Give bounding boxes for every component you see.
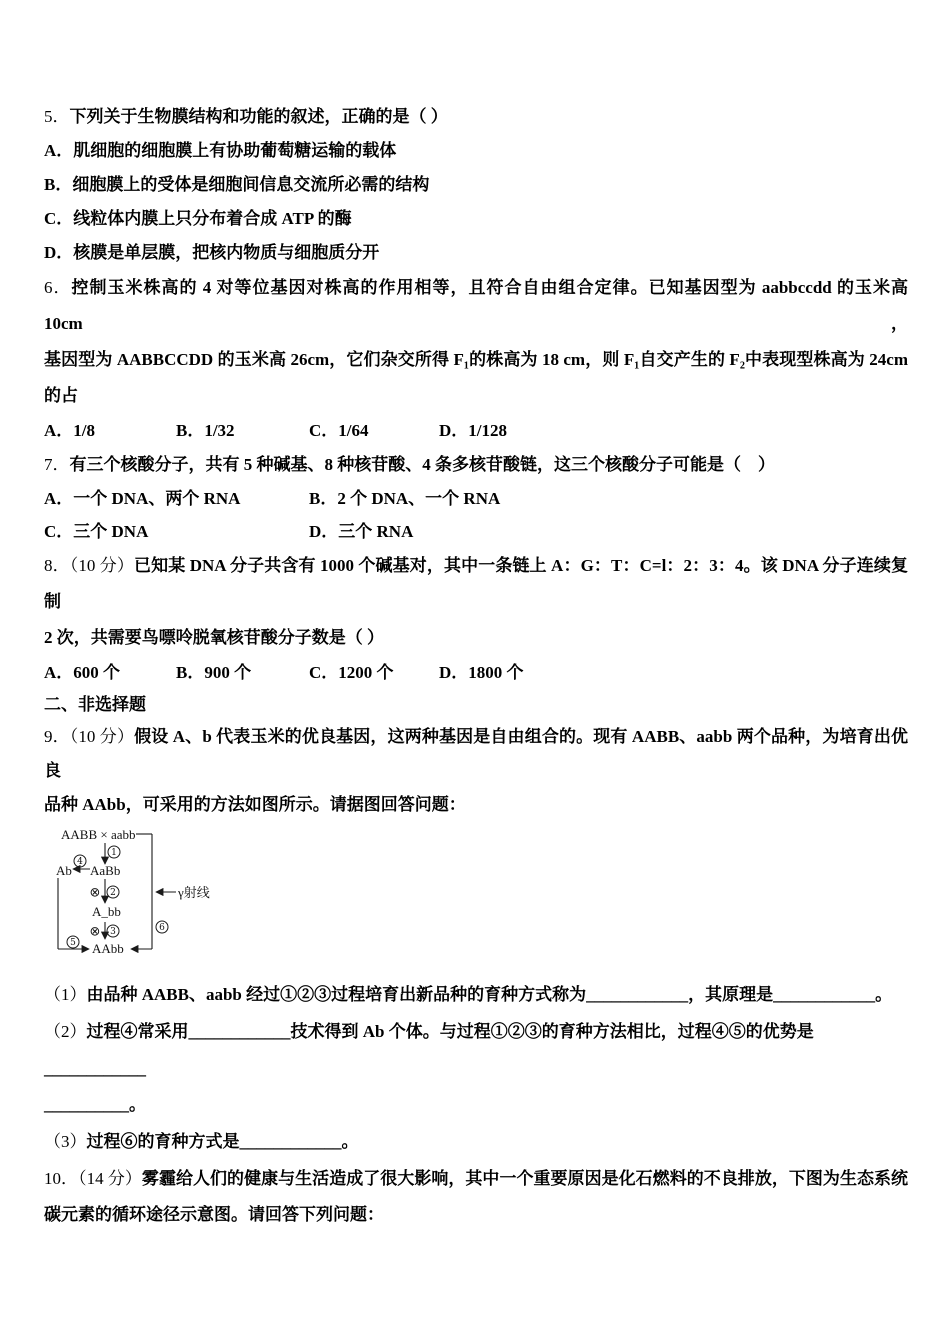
target-aabb-label: AAbb bbox=[92, 941, 124, 956]
q8-line-1-text: 已知某 DNA 分子共含有 1000 个碱基对，其中一条链上 A：G：T：C=l：2：3：4。该 DNA 分子连续复制 bbox=[44, 556, 909, 611]
q9-line-1-text: 假设 A、b 代表玉米的优良基因，这两种基因是自由组合的。现有 AABB、aabb 两个品种，为培育出优良 bbox=[44, 727, 908, 780]
q7-options-row-2 bbox=[44, 515, 908, 548]
question-5 bbox=[44, 100, 908, 270]
q9-sub-2-number: （2） bbox=[44, 1022, 87, 1041]
step-2-badge bbox=[107, 886, 119, 898]
q8-option-c: C．1200 个 bbox=[309, 663, 394, 682]
parent-cross-label: AABB × aabb bbox=[61, 827, 136, 842]
gamma-ray-label: γ射线 bbox=[178, 885, 210, 900]
svg-text:2: 2 bbox=[110, 888, 116, 899]
question-6 bbox=[44, 270, 908, 448]
step-1-badge bbox=[108, 846, 120, 858]
q5-stem-text: 下列关于生物膜结构和功能的叙述，正确的是（ ） bbox=[69, 107, 448, 126]
step-5-badge bbox=[67, 936, 79, 948]
q7-option-d: D．三个 RNA bbox=[309, 522, 414, 541]
q8-line-2: 2 次，共需要鸟嘌呤脱氧核苷酸分子数是（ ） bbox=[44, 628, 384, 647]
selfing-icon-step3: ⊗ bbox=[89, 924, 101, 940]
q9-line-1 bbox=[44, 720, 908, 788]
q7-stem-text: 有三个核酸分子，共有 5 种碱基、8 种核苷酸、4 条多核苷酸链，这三个核酸分子可能是（ ） bbox=[69, 455, 775, 474]
q8-number: 8． bbox=[44, 556, 70, 575]
breeding-diagram-svg bbox=[55, 822, 235, 960]
q6-option-b: B．1/32 bbox=[176, 421, 235, 440]
q5-option-b: B．细胞膜上的受体是细胞间信息交流所必需的结构 bbox=[44, 175, 430, 194]
q9-sub-1 bbox=[44, 976, 908, 1013]
q6-number: 6． bbox=[44, 278, 72, 297]
svg-text:1: 1 bbox=[111, 848, 117, 859]
q6-line-3: 的占 bbox=[44, 386, 78, 405]
svg-text:3: 3 bbox=[110, 927, 116, 938]
step-4-badge bbox=[74, 855, 86, 867]
a-bb-label: A_bb bbox=[92, 904, 121, 919]
q6-option-a: A．1/8 bbox=[44, 421, 95, 440]
step-3-badge bbox=[107, 925, 119, 937]
question-10 bbox=[44, 1160, 908, 1232]
gamete-ab-label: Ab bbox=[56, 863, 72, 878]
q8-options-row bbox=[44, 656, 908, 690]
q5-option-c: C．线粒体内膜上只分布着合成 ATP 的酶 bbox=[44, 209, 352, 228]
step-6-badge bbox=[156, 921, 168, 933]
q7-options-row-1 bbox=[44, 482, 908, 515]
q9-sub-2 bbox=[44, 1013, 908, 1087]
q6-options-row bbox=[44, 414, 908, 448]
svg-text:5: 5 bbox=[70, 938, 76, 949]
section-2-header: 二、非选择题 bbox=[44, 695, 146, 714]
q10-line-1-text: 雾霾给人们的健康与生活造成了很大影响，其中一个重要原因是化石燃料的不良排放，下图为生态系统 bbox=[141, 1169, 909, 1188]
q7-option-b: B．2 个 DNA、一个 RNA bbox=[309, 489, 501, 508]
question-8 bbox=[44, 548, 908, 690]
breeding-diagram bbox=[55, 822, 908, 960]
q9-score: （10 分） bbox=[69, 727, 135, 746]
q5-stem bbox=[44, 100, 908, 134]
q5-option-a: A．肌细胞的细胞膜上有协助葡萄糖运输的载体 bbox=[44, 141, 397, 160]
q9-sub-3-number: （3） bbox=[44, 1132, 87, 1151]
svg-text:4: 4 bbox=[77, 857, 83, 868]
q8-option-a: A．600 个 bbox=[44, 663, 121, 682]
question-7 bbox=[44, 448, 908, 548]
selfing-icon-step2: ⊗ bbox=[89, 885, 101, 901]
q7-number: 7． bbox=[44, 455, 70, 474]
q9-number: 9． bbox=[44, 727, 70, 746]
q7-stem bbox=[44, 448, 908, 482]
q9-sub-3 bbox=[44, 1123, 908, 1160]
q6-line-1 bbox=[44, 270, 908, 342]
q6-option-c: C．1/64 bbox=[309, 421, 369, 440]
q6-option-d: D．1/128 bbox=[439, 421, 507, 440]
q9-sub-2-text: 过程④常采用____________技术得到 Ab 个体。与过程①②③的育种方法相比，过程④⑤的优势是____________ bbox=[44, 1022, 814, 1078]
q9-line-2: 品种 AAbb，可采用的方法如图所示。请据图回答问题： bbox=[44, 795, 466, 814]
q10-line-2: 碳元素的循环途径示意图。请回答下列问题： bbox=[44, 1205, 384, 1224]
q10-number: 10． bbox=[44, 1169, 79, 1188]
q8-option-b: B．900 个 bbox=[176, 663, 252, 682]
svg-text:6: 6 bbox=[159, 923, 165, 934]
q6-line-1-text: 控制玉米株高的 4 对等位基因对株高的作用相等，且符合自由组合定律。已知基因型为 aabbccdd 的玉米高 10cm， bbox=[44, 278, 908, 333]
f1-label: AaBb bbox=[90, 863, 121, 878]
q8-score: （10 分） bbox=[69, 556, 134, 575]
q10-score: （14 分） bbox=[78, 1169, 142, 1188]
q10-line-1 bbox=[44, 1160, 908, 1198]
q6-line-2: 基因型为 AABBCCDD 的玉米高 26cm，它们杂交所得 F₁的株高为 18 cm，则 F₁自交产生的 F₂中表现型株高为 24cm bbox=[44, 350, 908, 369]
q8-line-1 bbox=[44, 548, 908, 620]
q7-option-a: A．一个 DNA、两个 RNA bbox=[44, 489, 241, 508]
q9-sub-1-text: 由品种 AABB、aabb 经过①②③过程培育出新品种的育种方式称为____________，其原理是____________。 bbox=[86, 985, 893, 1004]
q9-sub-3-text: 过程⑥的育种方式是____________。 bbox=[86, 1132, 359, 1151]
q5-option-d: D．核膜是单层膜，把核内物质与细胞质分开 bbox=[44, 243, 380, 262]
q9-sub-1-number: （1） bbox=[44, 985, 87, 1004]
question-9 bbox=[44, 720, 908, 1160]
q8-option-d: D．1800 个 bbox=[439, 663, 524, 682]
q5-number: 5． bbox=[44, 107, 70, 126]
q9-sub-2-continuation: __________。 bbox=[44, 1095, 146, 1114]
q7-option-c: C．三个 DNA bbox=[44, 522, 149, 541]
